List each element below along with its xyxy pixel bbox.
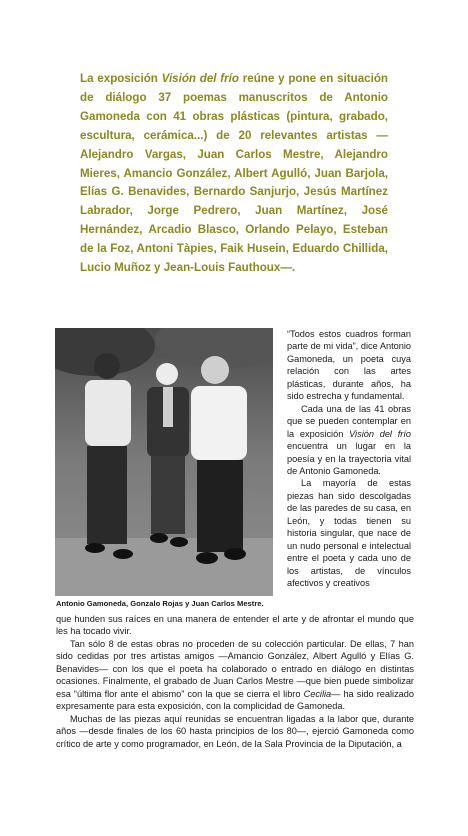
paragraph-4	[56, 638, 414, 713]
side-text-column	[287, 328, 411, 590]
paragraph-4-start: Tan sólo 8 de estas obras no proceden de su colección particular. De ellas, 7 han sido cedidas por tres artistas amigos —Amancio González, Albert Agulló y Elías G. Benavides— con los que el poeta ha colaborado o entrado en diálogo en distintas ocasiones. Finalmente, el grabado de Juan Carlos Mestre —que bien puede simbolizar esa “última flor ante el abismo” con la que se cierra el libro	[56, 638, 414, 699]
photo-caption: Antonio Gamoneda, Gonzalo Rojas y Juan Carlos Mestre.	[56, 599, 264, 608]
photograph-three-men-walking	[55, 328, 273, 596]
side-paragraph-2-title: Visión del frío	[349, 428, 412, 439]
side-paragraph-2-start: Cada una de las 41 obras que se pueden contemplar en la exposición	[287, 403, 411, 439]
intro-text-start: La exposición	[80, 72, 162, 85]
full-width-text	[56, 613, 414, 750]
paragraph-4-end: — ha sido realizado expresamente para esta exposición, con la complicidad de Gamoneda.	[56, 688, 414, 712]
exhibition-title: Visión del frío	[161, 72, 239, 85]
intro-paragraph	[80, 70, 388, 278]
side-paragraph-2	[287, 403, 411, 478]
paragraph-5: Muchas de las piezas aquí reunidas se encuentran ligadas a la labor que, durante años —desde finales de los 60 hasta principios de los 80—, ejerció Gamoneda como crítico de arte y como programador, en León, de la Sala Provincia de la Diputación, a	[56, 713, 414, 749]
side-paragraph-3: La mayoría de estas piezas han sido descolgadas de las paredes de su casa, en León, y todas tienen su historia singular, que nace de un nudo personal e intelectual entre el poeta y cada uno de los artistas, de vínculos afectivos y creativos	[287, 478, 411, 589]
paragraph-3-continuation: que hunden sus raíces en una manera de entender el arte y de afrontar el mundo que les ha tocado vivir.	[56, 614, 414, 637]
side-paragraph-1: “Todos estos cuadros forman parte de mi vida”, dice Antonio Gamoneda, un poeta cuya relación con las artes plásticas, durante años, ha sido estrecha y fundamental.	[287, 329, 411, 402]
book-title-cecilia: Cecilia	[303, 688, 332, 699]
side-paragraph-2-end: encuentra un lugar en la poesía y en la trayectoria vital de Antonio Gamoneda.	[287, 441, 411, 476]
intro-text-rest: reúne y pone en situación de diálogo 37 poemas manuscritos de Antonio Gamoneda con 41 obras plásticas (pintura, grabado, escultura, cerámica...) de 20 relevantes artistas —Alejandro Vargas, Juan Carlos Mestre, Alejandro Mieres, Amancio González, Albert Agulló, Juan Barjola, Elías G. Benavides, Bernardo Sanjurjo, Jesús Martínez Labrador, Jorge Pedrero, Juan Martínez, José Hernández, Arcadio Blasco, Orlando Pelayo, Esteban de la Foz, Antoni Tàpies, Faik Husein, Eduardo Chillida, Lucio Muñoz y Jean-Louis Fauthoux—.	[80, 72, 388, 275]
photo-illustration	[55, 328, 273, 596]
